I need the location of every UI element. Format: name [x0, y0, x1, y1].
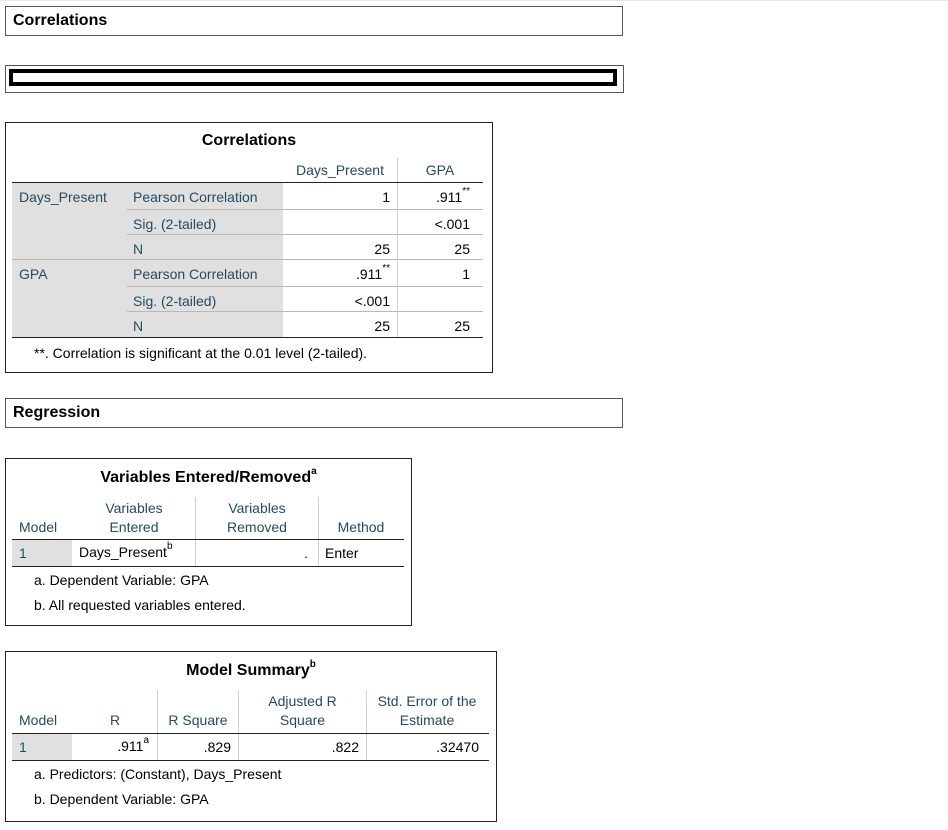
table-bottom-rule: [12, 337, 483, 338]
stat-label-n: N: [133, 318, 144, 334]
stat-label-sig: Sig. (2-tailed): [133, 293, 217, 309]
top-divider: [0, 0, 948, 1]
value-cell: 25: [454, 241, 470, 257]
value-cell: 25: [374, 318, 390, 334]
correlations-section-title[interactable]: Correlations: [5, 6, 623, 36]
col-divider: [238, 690, 239, 734]
value-cell: <.001: [354, 293, 390, 309]
header-rule: [12, 182, 483, 183]
header-r: R: [109, 712, 121, 728]
value-cell: 25: [454, 318, 470, 334]
value-cell: 25: [374, 241, 390, 257]
value-cell: .911**: [435, 186, 470, 205]
row-r-square-value: .829: [203, 739, 231, 755]
row-rule: [127, 286, 483, 287]
col-divider: [318, 540, 319, 566]
stat-label-n: N: [133, 241, 144, 257]
header-r-square: R Square: [168, 712, 228, 728]
variables-entered-table[interactable]: [5, 458, 412, 626]
col-header-days-present: Days_Present: [296, 162, 384, 178]
model-summary-footnote: a. Predictors: (Constant), Days_Present: [34, 766, 282, 782]
row-group-gpa: GPA: [19, 266, 48, 282]
variables-table-title: Variables Entered/Removed$^a$: [100, 465, 317, 486]
value-cell: .911**: [355, 263, 390, 282]
correlations-table-title: Correlations: [201, 132, 297, 149]
group-rule: [12, 259, 483, 260]
header-method: Method: [337, 519, 385, 535]
header-adjusted-r-square: Square: [279, 712, 326, 728]
stat-label-pearson: Pearson Correlation: [133, 189, 258, 205]
col-divider: [157, 690, 158, 734]
stat-label-sig: Sig. (2-tailed): [133, 216, 217, 232]
stat-label-pearson: Pearson Correlation: [133, 266, 258, 282]
model-summary-table[interactable]: [5, 651, 497, 822]
row-rule: [127, 311, 483, 312]
value-cell: 1: [462, 266, 470, 282]
row-removed-variable: .: [304, 545, 308, 561]
row-rule: [127, 209, 483, 210]
col-divider: [195, 497, 196, 542]
header-entered: Variables: [105, 500, 163, 516]
header-removed: Removed: [227, 519, 287, 535]
table-bottom-rule: [12, 760, 489, 761]
header-adjusted-r-square: Adjusted R: [268, 693, 337, 709]
row-r-value: .911$^a$: [117, 735, 149, 754]
col-header-gpa: GPA: [425, 162, 455, 178]
table-bottom-rule: [12, 566, 404, 567]
row-entered-variable: Days_Present$^b$: [79, 541, 173, 560]
row-model-number: 1: [19, 545, 27, 561]
correlations-footnote: **. Correlation is significant at the 0.01 level (2-tailed).: [34, 345, 368, 361]
correlations-table[interactable]: [5, 122, 493, 373]
header-std-error: Estimate: [399, 712, 455, 728]
row-label-area: [12, 183, 283, 337]
row-std-error-value: .32470: [436, 739, 479, 755]
header-model: Model: [19, 519, 58, 535]
col-divider: [366, 690, 367, 734]
model-summary-footnote: b. Dependent Variable: GPA: [34, 791, 209, 807]
col-divider: [397, 183, 398, 337]
variables-footnote: b. All requested variables entered.: [34, 597, 246, 613]
header-removed: Variables: [228, 500, 286, 516]
header-model: Model: [19, 712, 58, 728]
model-summary-title: Model Summary$^b$: [186, 658, 316, 679]
regression-section-title[interactable]: Regression: [5, 398, 623, 428]
row-group-days-present: Days_Present: [19, 189, 107, 205]
notes-bar[interactable]: [5, 65, 624, 93]
notes-bar-inner: [9, 69, 617, 86]
row-model-number: 1: [19, 739, 27, 755]
value-cell: 1: [382, 189, 390, 205]
col-divider: [318, 497, 319, 542]
variables-footnote: a. Dependent Variable: GPA: [34, 572, 209, 588]
header-rule: [12, 733, 489, 734]
value-cell: <.001: [434, 216, 470, 232]
header-std-error: Std. Error of the: [377, 693, 477, 709]
row-method: Enter: [325, 545, 359, 561]
row-adjusted-r-square-value: .822: [331, 739, 359, 755]
header-entered: Entered: [109, 519, 159, 535]
row-rule: [127, 234, 483, 235]
